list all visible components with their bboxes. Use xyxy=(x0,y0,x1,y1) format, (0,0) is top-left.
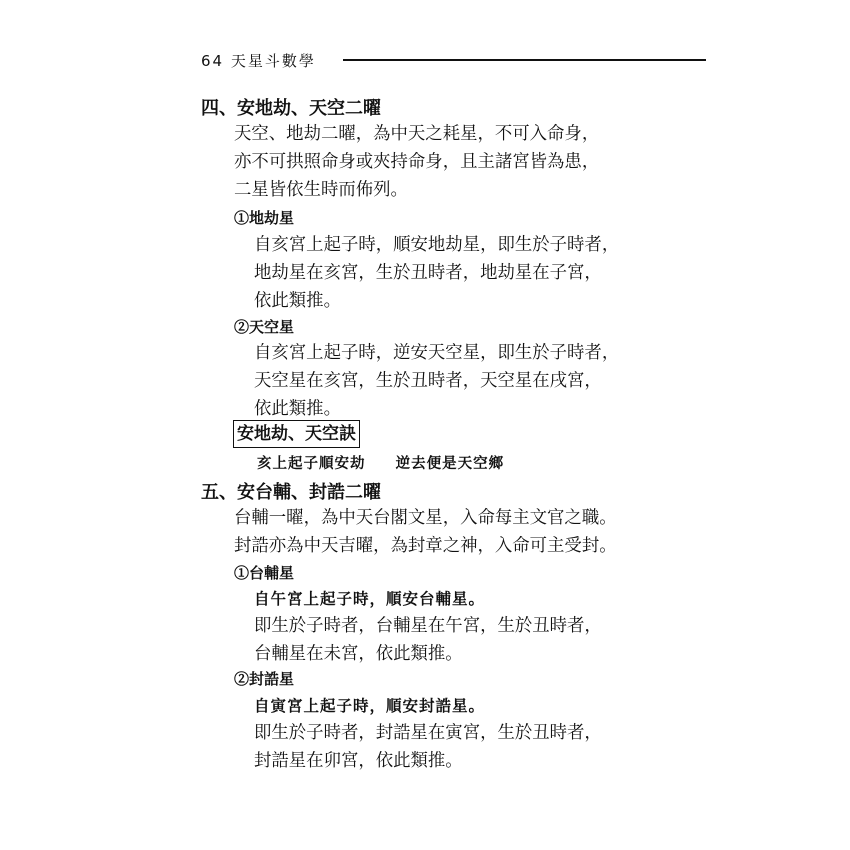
fenggao-line-1: 即生於子時者，封誥星在寅宮，生於丑時者， xyxy=(254,723,602,743)
tiankong-line-3: 依此類推。 xyxy=(254,399,341,419)
page-number: 64 xyxy=(201,52,225,70)
subsection-dijie-title: ①地劫星 xyxy=(234,209,295,227)
section-5-intro-line-1: 台輔一曜，為中天台閣文星，入命每主文官之職。 xyxy=(234,508,617,528)
section-4-intro-line-1: 天空、地劫二曜，為中天之耗星，不可入命身， xyxy=(234,124,600,144)
dijie-line-3: 依此類推。 xyxy=(254,291,341,311)
subsection-taifu-title: ①台輔星 xyxy=(234,564,295,582)
header-rule xyxy=(343,59,706,61)
fenggao-line-2: 封誥星在卯宮，依此類推。 xyxy=(254,751,463,771)
section-4-title: 四、安地劫、天空二曜 xyxy=(201,98,381,119)
dijie-line-2: 地劫星在亥宮，生於丑時者，地劫星在子宮， xyxy=(254,263,602,283)
fenggao-rule: 自寅宮上起子時，順安封誥星。 xyxy=(254,696,486,715)
subsection-tiankong-title: ②天空星 xyxy=(234,318,295,336)
rhyme-line-2: 逆去便是天空鄉 xyxy=(395,455,505,472)
rhyme-title-box: 安地劫、天空訣 xyxy=(233,420,360,448)
taifu-rule: 自午宮上起子時，順安台輔星。 xyxy=(254,589,486,608)
tiankong-line-2: 天空星在亥宮，生於丑時者，天空星在戌宮， xyxy=(254,371,602,391)
book-title: 天星斗數學 xyxy=(230,52,316,70)
header-text xyxy=(201,50,316,71)
rhyme-verse xyxy=(257,452,504,473)
tiankong-line-1: 自亥宮上起子時，逆安天空星，即生於子時者， xyxy=(254,343,620,363)
taifu-line-1: 即生於子時者，台輔星在午宮，生於丑時者， xyxy=(254,616,602,636)
section-4-intro-line-2: 亦不可拱照命身或夾持命身，且主諸宮皆為患， xyxy=(234,152,600,172)
section-5-intro-line-2: 封誥亦為中天吉曜，為封章之神，入命可主受封。 xyxy=(234,536,617,556)
rhyme-line-1: 亥上起子順安劫 xyxy=(257,455,366,472)
section-5-title: 五、安台輔、封誥二曜 xyxy=(201,482,381,503)
dijie-line-1: 自亥宮上起子時，順安地劫星，即生於子時者， xyxy=(254,235,620,255)
section-4-intro-line-3: 二星皆依生時而佈列。 xyxy=(234,180,408,200)
taifu-line-2: 台輔星在未宮，依此類推。 xyxy=(254,644,463,664)
subsection-fenggao-title: ②封誥星 xyxy=(234,670,295,688)
running-header xyxy=(201,48,706,72)
